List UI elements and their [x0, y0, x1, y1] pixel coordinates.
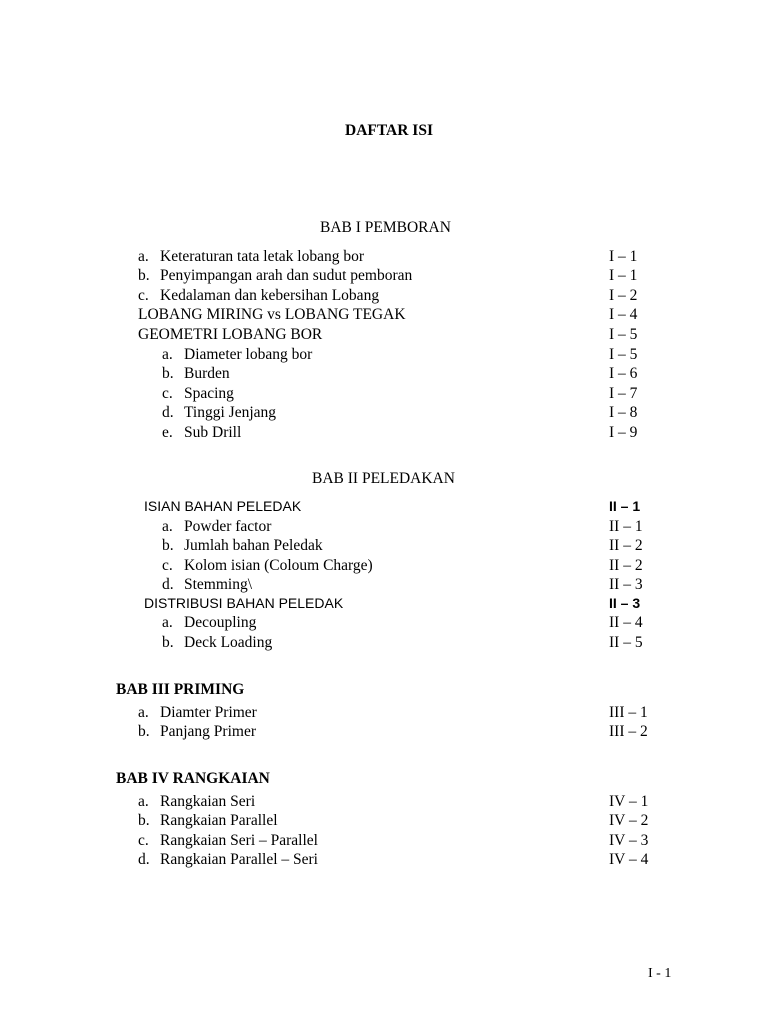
toc-page: I – 1 — [609, 267, 638, 284]
page-title: DAFTAR ISI — [345, 122, 433, 139]
toc-page: I – 7 — [609, 385, 638, 402]
toc-page: II – 4 — [609, 614, 643, 631]
toc-entry: b. Burden — [162, 365, 230, 382]
toc-page: IV – 3 — [609, 832, 649, 849]
toc-page: II – 2 — [609, 537, 643, 554]
toc-section: ISIAN BAHAN PELEDAK — [144, 498, 302, 514]
toc-page: IV – 1 — [609, 793, 649, 810]
toc-page: III – 1 — [609, 704, 648, 721]
toc-entry: c. Spacing — [162, 385, 234, 402]
toc-page: I – 4 — [609, 306, 638, 323]
toc-entry: c. Kolom isian (Coloum Charge) — [162, 557, 373, 574]
toc-entry: a. Powder factor — [162, 518, 272, 535]
toc-page: I – 2 — [609, 287, 638, 304]
chapter-heading-bab3: BAB III PRIMING — [116, 681, 245, 698]
toc-page: IV – 4 — [609, 851, 649, 868]
toc-page: IV – 2 — [609, 812, 649, 829]
toc-entry: b. Deck Loading — [162, 634, 273, 651]
toc-entry: e. Sub Drill — [162, 424, 242, 441]
toc-entry: d. Rangkaian Parallel – Seri — [138, 851, 318, 868]
toc-page: II – 5 — [609, 634, 643, 651]
toc-entry: a. Diamter Primer — [138, 704, 257, 721]
toc-entry: d. Stemming\ — [162, 576, 253, 593]
toc-entry: b. Penyimpangan arah dan sudut pemboran — [138, 267, 413, 284]
toc-page: II – 1 — [609, 498, 641, 514]
toc-entry: c. Rangkaian Seri – Parallel — [138, 832, 318, 849]
chapter-heading-bab2: BAB II PELEDAKAN — [312, 470, 455, 487]
toc-page: I – 1 — [609, 248, 638, 265]
toc-page: II – 3 — [609, 595, 641, 611]
toc-section: GEOMETRI LOBANG BOR — [138, 326, 323, 343]
toc-page: I – 8 — [609, 404, 638, 421]
chapter-heading-bab4: BAB IV RANGKAIAN — [116, 770, 270, 787]
toc-page: III – 2 — [609, 723, 648, 740]
chapter-heading-bab1: BAB I PEMBORAN — [320, 219, 451, 236]
toc-page: I – 9 — [609, 424, 638, 441]
toc-page: I – 5 — [609, 346, 638, 363]
toc-section: LOBANG MIRING vs LOBANG TEGAK — [138, 306, 406, 323]
toc-entry: b. Rangkaian Parallel — [138, 812, 278, 829]
toc-page: I – 5 — [609, 326, 638, 343]
toc-page: II – 3 — [609, 576, 643, 593]
toc-page: II – 1 — [609, 518, 643, 535]
footer-page-number: I - 1 — [648, 966, 672, 981]
toc-entry: a. Diameter lobang bor — [162, 346, 313, 363]
toc-entry: d. Tinggi Jenjang — [162, 404, 277, 421]
toc-entry: b. Jumlah bahan Peledak — [162, 537, 323, 554]
toc-section: DISTRIBUSI BAHAN PELEDAK — [144, 595, 344, 611]
toc-entry: a. Decoupling — [162, 614, 257, 631]
toc-entry: c. Kedalaman dan kebersihan Lobang — [138, 287, 380, 304]
toc-entry: a. Keteraturan tata letak lobang bor — [138, 248, 364, 265]
toc-entry: a. Rangkaian Seri — [138, 793, 256, 810]
toc-entry: b. Panjang Primer — [138, 723, 256, 740]
toc-page: I – 6 — [609, 365, 638, 382]
toc-page: II – 2 — [609, 557, 643, 574]
